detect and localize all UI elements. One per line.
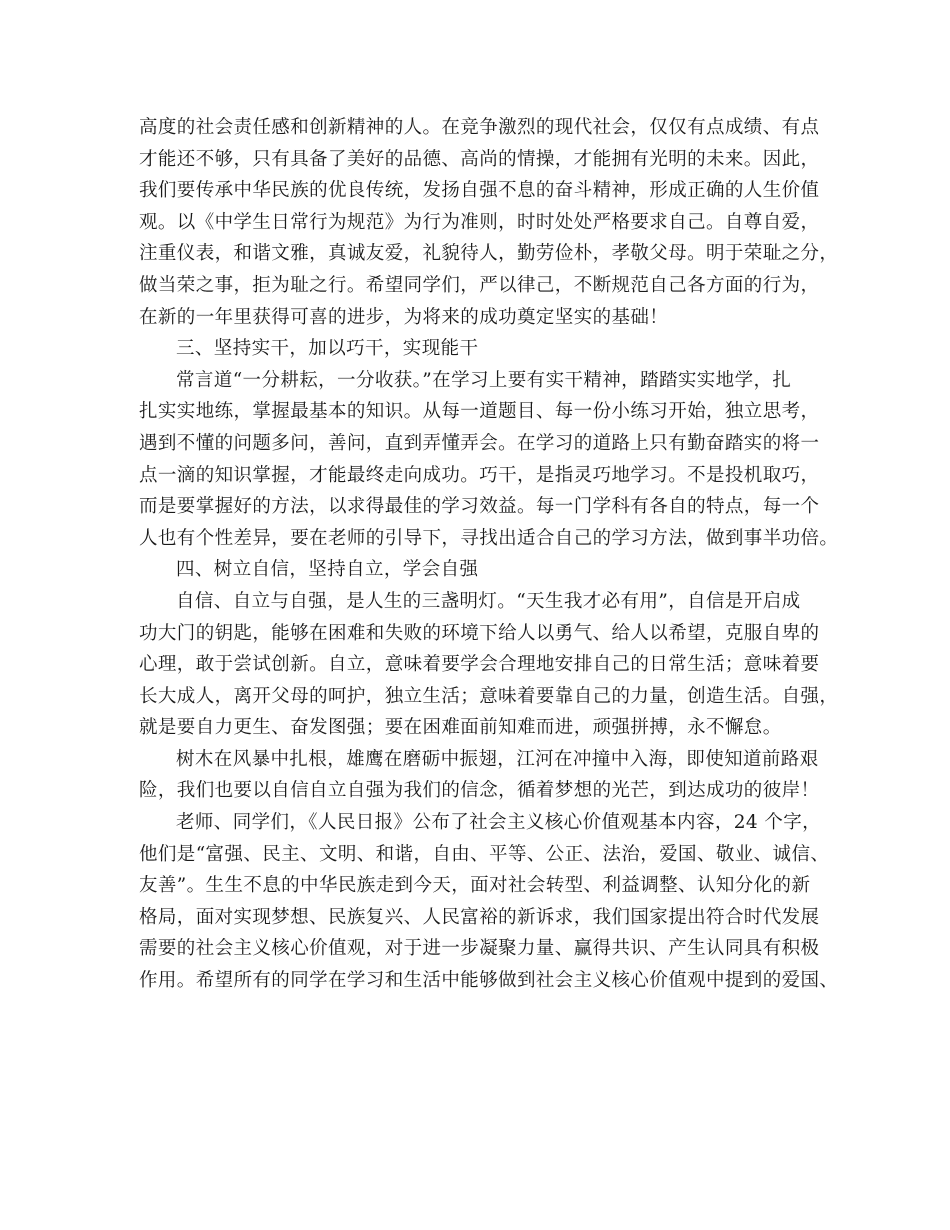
text-line: 我们要传承中华民族的优良传统，发扬自强不息的奋斗精神，形成正确的人生价值 [139, 180, 820, 202]
text-line: 作用。希望所有的同学在学习和生活中能够做到社会主义核心价值观中提到的爱国、 [139, 970, 839, 992]
text-line: 长大成人，离开父母的呵护，独立生活；意味着要靠自己的力量，创造生活。自强， [139, 685, 839, 707]
text-line: 高度的社会责任感和创新精神的人。在竞争激烈的现代社会，仅仅有点成绩、有点 [139, 117, 820, 138]
text-line: 三、坚持实干，加以巧干，实现能干 [176, 338, 479, 360]
text-line: 点一滴的知识掌握，才能最终走向成功。巧干，是指灵巧地学习。不是投机取巧， [139, 464, 820, 486]
text-line: 四、树立自信，坚持自立，学会自强 [176, 559, 479, 581]
text-line: 就是要自力更生、奋发图强；要在困难面前知难而进，顽强拼搏，永不懈怠。 [139, 717, 782, 739]
text-line: 友善”。生生不息的中华民族走到今天，面对社会转型、利益调整、认知分化的新 [139, 875, 811, 897]
text-line: 常言道“一分耕耘，一分收获。”在学习上要有实干精神，踏踏实实地学，扎 [176, 369, 792, 391]
text-line: 自信、自立与自强，是人生的三盏明灯。“天生我才必有用”，自信是开启成 [176, 590, 801, 612]
text-line: 而是要掌握好的方法，以求得最佳的学习效益。每一门学科有各自的特点，每一个 [139, 496, 820, 518]
text-line: 老师、同学们，《人民日报》公布了社会主义核心价值观基本内容，24 个字， [176, 812, 822, 834]
text-line: 他们是“富强、民主、文明、和谐，自由、平等、公正、法治，爱国、敬业、诚信、 [139, 843, 830, 865]
text-line: 人也有个性差异，要在老师的引导下，寻找出适合自己的学习方法，做到事半功倍。 [139, 527, 839, 549]
text-line: 格局，面对实现梦想、民族复兴、人民富裕的新诉求，我们国家提出符合时代发展 [139, 906, 820, 928]
text-line: 注重仪表，和谐文雅，真诚友爱，礼貌待人，勤劳俭朴，孝敬父母。明于荣耻之分， [139, 243, 839, 265]
text-line: 树木在风暴中扎根，雄鹰在磨砺中振翅，江河在冲撞中入海，即使知道前路艰 [176, 748, 819, 770]
text-line: 观。以《中学生日常行为规范》为行为准则，时时处处严格要求自己。自尊自爱， [139, 211, 820, 233]
text-line: 遇到不懂的问题多问，善问，直到弄懂弄会。在学习的道路上只有勤奋踏实的将一 [139, 432, 820, 454]
text-line: 险，我们也要以自信自立自强为我们的信念，循着梦想的光芒，到达成功的彼岸！ [139, 780, 820, 802]
text-line: 做当荣之事，拒为耻之行。希望同学们，严以律己，不断规范自己各方面的行为， [139, 274, 820, 296]
text-line: 心理，敢于尝试创新。自立，意味着要学会合理地安排自己的日常生活；意味着要 [139, 654, 820, 676]
document-body [139, 112, 839, 997]
text-line: 在新的一年里获得可喜的进步，为将来的成功奠定坚实的基础！ [139, 306, 669, 328]
text-line: 扎实实地练，掌握最基本的知识。从每一道题目、每一份小练习开始，独立思考， [139, 401, 820, 423]
text-line: 才能还不够，只有具备了美好的品德、高尚的情操，才能拥有光明的未来。因此， [139, 148, 820, 170]
text-line: 需要的社会主义核心价值观，对于进一步凝聚力量、赢得共识、产生认同具有积极 [139, 938, 820, 960]
text-line: 功大门的钥匙，能够在困难和失败的环境下给人以勇气、给人以希望，克服自卑的 [139, 622, 820, 644]
